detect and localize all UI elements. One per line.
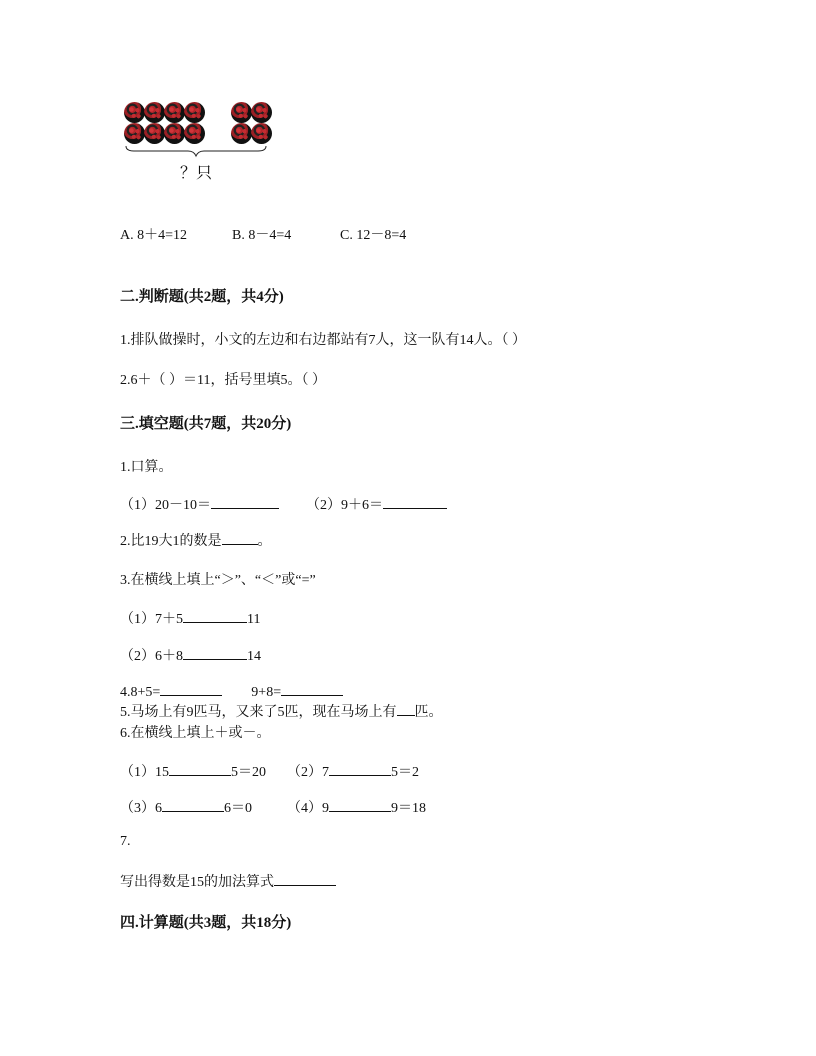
q6-d-blank[interactable]	[329, 797, 391, 812]
q7-number: 7.	[120, 834, 131, 849]
q5-row	[120, 701, 443, 721]
ladybug-icon	[184, 102, 205, 123]
q1-b: （2）9＋6＝	[306, 498, 383, 513]
ladybug-icon	[231, 123, 252, 144]
q7-row	[120, 871, 336, 891]
q6-row-1	[120, 761, 419, 781]
q5-text: 5.马场上有9匹马，又来了5匹，现在马场上有	[120, 705, 397, 720]
ladybug-icon	[184, 123, 205, 144]
q5-end: 匹。	[414, 705, 443, 720]
option-c: C. 12－8=4	[340, 228, 407, 243]
q4-b: 9+8=	[251, 685, 282, 700]
judgement-item-2: 2.6＋（ ）＝11，括号里填5。（ ）	[120, 373, 326, 388]
q2-end: 。	[257, 534, 272, 549]
q6-c-pre: （3）6	[120, 801, 162, 816]
q3-b-pre: （2）6＋8	[120, 649, 183, 664]
q6-row-2	[120, 797, 426, 817]
q4-a: 4.8+5=	[120, 685, 161, 700]
q1-title: 1.口算。	[120, 460, 173, 475]
ladybug-icon	[124, 102, 145, 123]
section2-heading: 二.判断题(共2题，共4分)	[120, 289, 284, 305]
ladybug-icon	[251, 123, 272, 144]
ladybug-picture	[124, 102, 274, 147]
section3-heading: 三.填空题(共7题，共20分)	[120, 416, 292, 432]
brace-icon	[124, 144, 268, 158]
ladybug-icon	[251, 102, 272, 123]
q3-title: 3.在横线上填上“＞”、“＜”或“=”	[120, 573, 316, 588]
q6-b-pre: （2）7	[287, 765, 329, 780]
q6-c-post: 6＝0	[224, 801, 252, 816]
q7-blank[interactable]	[274, 871, 336, 886]
q1-row	[120, 494, 447, 514]
q4-a-blank[interactable]	[160, 681, 222, 696]
q4-row	[120, 681, 343, 701]
ladybug-icon	[164, 123, 185, 144]
q3-row-b	[120, 645, 261, 665]
q2-blank[interactable]	[222, 530, 258, 545]
q6-a-pre: （1）15	[120, 765, 169, 780]
q5-blank[interactable]	[397, 701, 415, 716]
q1-b-blank[interactable]	[383, 494, 447, 509]
q6-b-blank[interactable]	[329, 761, 391, 776]
q3-row-a	[120, 608, 260, 628]
q3-b-post: 14	[247, 649, 261, 664]
q6-d-pre: （4）9	[287, 801, 329, 816]
q3-a-blank[interactable]	[183, 608, 247, 623]
judgement-item-1: 1.排队做操时，小文的左边和右边都站有7人，这一队有14人。（ ）	[120, 333, 526, 348]
q3-a-pre: （1）7＋5	[120, 612, 183, 627]
q1-a-blank[interactable]	[211, 494, 279, 509]
q2-row	[120, 530, 272, 550]
option-b: B. 8－4=4	[232, 228, 292, 243]
ladybug-icon	[164, 102, 185, 123]
q6-a-post: 5＝20	[231, 765, 266, 780]
q2-text: 2.比19大1的数是	[120, 534, 222, 549]
ladybug-icon	[144, 102, 165, 123]
section4-heading: 四.计算题(共3题，共18分)	[120, 915, 292, 931]
q6-a-blank[interactable]	[169, 761, 231, 776]
q6-b-post: 5＝2	[391, 765, 419, 780]
q7-text: 写出得数是15的加法算式	[120, 875, 274, 890]
q3-a-post: 11	[247, 612, 261, 627]
q1-a: （1）20－10＝	[120, 498, 211, 513]
ladybug-icon	[124, 123, 145, 144]
q6-d-post: 9＝18	[391, 801, 426, 816]
ladybug-icon	[231, 102, 252, 123]
option-a: A. 8＋4=12	[120, 228, 188, 243]
ladybug-icon	[144, 123, 165, 144]
q3-b-blank[interactable]	[183, 645, 247, 660]
q6-title: 6.在横线上填上＋或－。	[120, 726, 271, 741]
figure-question-label: ？只	[180, 163, 213, 182]
q6-c-blank[interactable]	[162, 797, 224, 812]
q4-b-blank[interactable]	[281, 681, 343, 696]
